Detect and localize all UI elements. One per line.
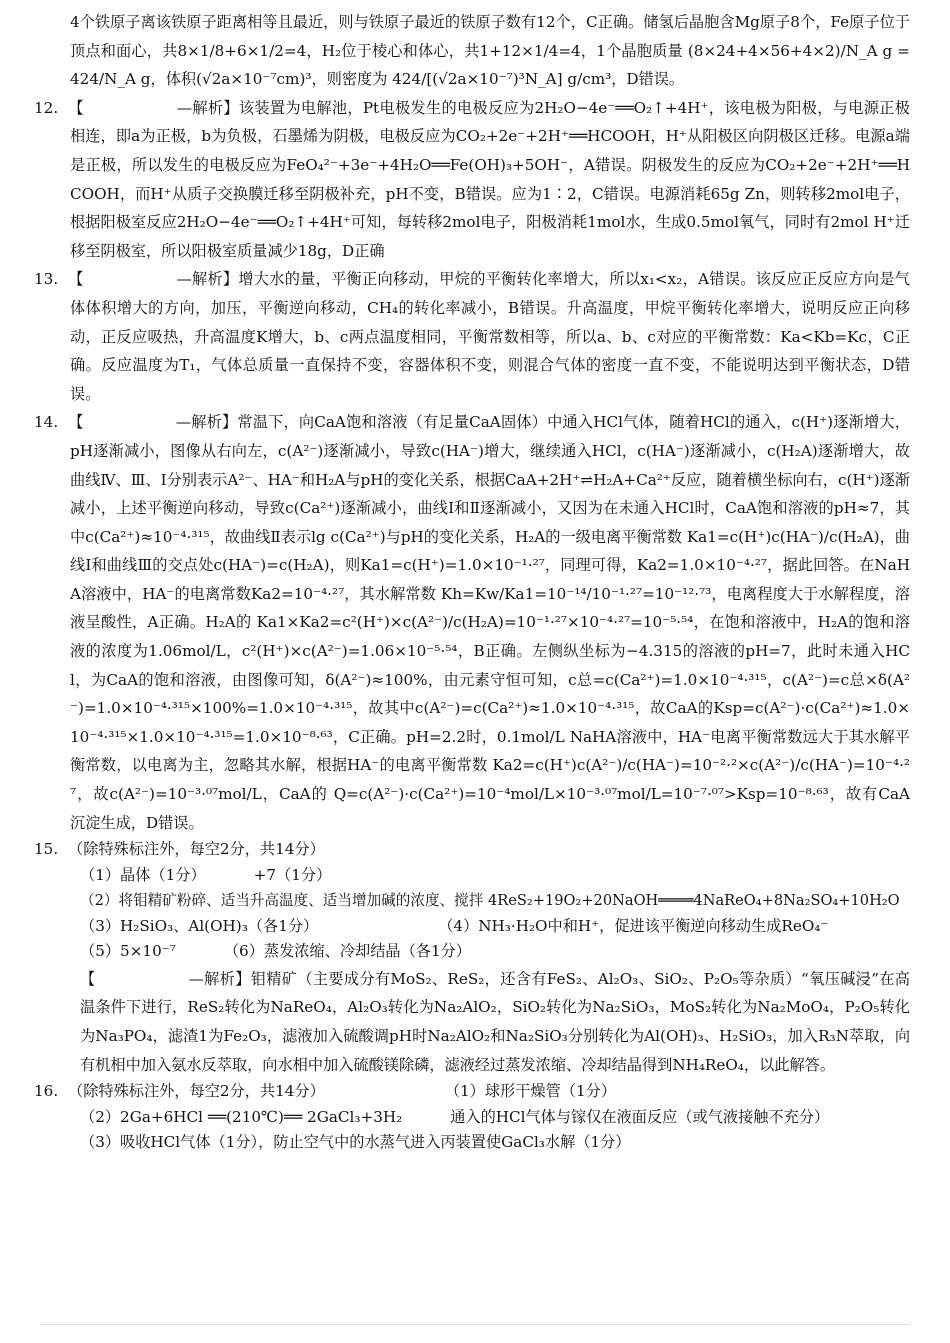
q16-heading xyxy=(34,1079,910,1105)
q14-text: 【 —解析】常温下，向CaA饱和溶液（有足量CaA固体）中通入HCl气体，随着HCl的通入，c(H⁺)逐渐增大，pH逐渐减小，图像从右向左，c(A²⁻)逐渐减小，导致c(HA⁻)增大，继续通入HCl，c(HA⁻)逐渐减小，c(H₂A)逐渐增大，故曲线Ⅳ、Ⅲ、Ⅰ分别表示A²⁻、HA⁻和H₂A与pH的变化关系，根据CaA+2H⁺⇌H₂A+Ca²⁺反应，随着横坐标向右，c(H⁺)逐渐减小，上述平衡逆向移动，导致c(Ca²⁺)逐渐减小，曲线Ⅰ和Ⅱ逐渐减小，又因为在未通入HCl时，CaA饱和溶液的pH≈7，其中c(Ca²⁺)≈10⁻⁴·³¹⁵，故曲线Ⅱ表示lg c(Ca²⁺)与pH的变化关系，H₂A的一级电离平衡常数 Ka1=c(H⁺)c(HA⁻)/c(H₂A)，曲线Ⅰ和曲线Ⅲ的交点处c(HA⁻)=c(H₂A)，则Ka1=c(H⁺)=1.0×10⁻¹·²⁷，同理可得，Ka2=1.0×10⁻⁴·²⁷，据此回答。在NaHA溶液中，HA⁻的电离常数Ka2=10⁻⁴·²⁷，其水解常数 Kh=Kw/Ka1=10⁻¹⁴/10⁻¹·²⁷=10⁻¹²·⁷³，电离程度大于水解程度，溶液呈酸性，A正确。H₂A的 Ka1×Ka2=c²(H⁺)×c(A²⁻)/c(H₂A)=10⁻¹·²⁷×10⁻⁴·²⁷=10⁻⁵·⁵⁴，在饱和溶液中，H₂A的饱和溶液的浓度为1.06mol/L，c²(H⁺)×c(A²⁻)=1.06×10⁻⁵·⁵⁴，B正确。左侧纵坐标为−4.315的溶液的pH=7，此时未通入HCl，为CaA的饱和溶液，由图像可知，δ(A²⁻)≈100%，由元素守恒可知，c总=c(Ca²⁺)=1.0×10⁻⁴·³¹⁵，c(A²⁻)=c总×δ(A²⁻)=1.0×10⁻⁴·³¹⁵×100%=1.0×10⁻⁴·³¹⁵，故其中c(A²⁻)=c(Ca²⁺)≈1.0×10⁻⁴·³¹⁵，故CaA的Ksp=c(A²⁻)·c(Ca²⁺)≈1.0×10⁻⁴·³¹⁵×1.0×10⁻⁴·³¹⁵=1.0×10⁻⁸·⁶³，C正确。pH=2.2时，0.1mol/L NaHA溶液中，HA⁻电离平衡常数远大于其水解平衡常数，以电离为主，忽略其水解，根据HA⁻的电离平衡常数 Ka2=c(H⁺)c(A²⁻)/c(HA⁻)=10⁻²·²×c(A²⁻)/c(HA⁻)=10⁻⁴·²⁷，故c(A²⁻)=10⁻³·⁰⁷mol/L，CaA的 Q=c(A²⁻)·c(Ca²⁺)=10⁻⁴mol/L×10⁻³·⁰⁷mol/L=10⁻⁷·⁰⁷>Ksp=10⁻⁸·⁶³，故有CaA沉淀生成，D错误。 xyxy=(68,413,910,832)
q15-answer-6: （6）蒸发浓缩、冷却结晶（各1分） xyxy=(223,942,471,961)
q11-continuation xyxy=(70,8,910,94)
q15-analysis xyxy=(70,965,910,1079)
q15-analysis-text: 【 —解析】钼精矿（主要成分有MoS₂、ReS₂，还含有FeS₂、Al₂O₃、SiO₂、P₂O₅等杂质）“氧压碱浸”在高温条件下进行，ReS₂转化为NaReO₄，Al₂O₃转化为Na₂AlO₂，SiO₂转化为Na₂SiO₃，MoS₂转化为Na₂MoO₄，P₂O₅转化为Na₃PO₄，滤渣1为Fe₂O₃，滤液加入硫酸调pH时Na₂AlO₂和Na₂SiO₃分别转化为Al(OH)₃、H₂SiO₃，加入R₃N萃取，向有机相中加入氨水反萃取，向水相中加入硫酸镁除磷，滤液经过蒸发浓缩、冷却结晶得到NH₄ReO₄，以此解答。 xyxy=(80,969,910,1074)
q15-answer-5a: （5）5×10⁻⁷ xyxy=(80,942,176,961)
q13-block xyxy=(34,265,910,408)
q12-text: 【 —解析】该装置为电解池，Pt电极发生的电极反应为2H₂O−4e⁻══O₂↑+4H⁺，该电极为阳极，与电源正极相连，即a为正极，b为负极，石墨烯为阴极，电极反应为CO₂+2e⁻+2H⁺══HCOOH，H⁺从阳极区向阴极区迁移。电源a端是正极，所以发生的电极反应为FeO₄²⁻+3e⁻+4H₂O══Fe(OH)₃+5OH⁻，A错误。阴极发生的反应为CO₂+2e⁻+2H⁺══HCOOH，而H⁺从质子交换膜迁移至阴极补充，pH不变，B错误。应为1∶2，C错误。电源消耗65g Zn，则转移2mol电子，根据阳极室反应2H₂O−4e⁻══O₂↑+4H⁺可知，每转移2mol电子，阳极消耗1mol水，生成0.5mol氧气，同时有2mol H⁺迁移至阴极室，所以阳极室质量减少18g，D正确 xyxy=(68,98,910,260)
q14-block xyxy=(34,408,910,837)
q15-answer-3 xyxy=(70,914,910,940)
q15-answer-1b: +7（1分） xyxy=(253,865,332,884)
q15-number: 15. xyxy=(34,840,59,859)
q15-answer-2a: （2）将钼精矿粉碎、适当升高温度、适当增加碱的浓度、搅拌 4ReS₂+19O₂+20NaOH════4NaReO₄+8Na₂SO₄+10H₂O xyxy=(80,892,900,910)
q15-answer-5 xyxy=(70,939,910,965)
q16-answer-3 xyxy=(70,1130,910,1156)
q14-number: 14. xyxy=(34,413,59,432)
q16-answer-2-reason: 通入的HCl气体与镓仅在液面反应（或气液接触不充分） xyxy=(450,1107,830,1126)
q15-answer-1 xyxy=(70,863,910,889)
q15-answer-4: （4）NH₃·H₂O中和H⁺，促进该平衡逆向移动生成ReO₄⁻ xyxy=(438,916,829,935)
q15-scoring-note: （除特殊标注外，每空2分，共14分） xyxy=(68,840,325,859)
q16-answer-2-equation: （2）2Ga+6HCl ══(210℃)══ 2GaCl₃+3H₂ xyxy=(80,1107,403,1126)
page-bottom-divider xyxy=(40,1324,910,1325)
q16-number: 16. xyxy=(34,1082,59,1101)
q16-answer-1: （1）球形干燥管（1分） xyxy=(444,1082,617,1101)
q12-number: 12. xyxy=(34,98,59,117)
q15-answer-1a: （1）晶体（1分） xyxy=(80,865,206,884)
q13-number: 13. xyxy=(34,270,59,289)
q12-block xyxy=(34,94,910,266)
q11-text: 4个铁原子离该铁原子距离相等且最近，则与铁原子最近的铁原子数有12个，C正确。储氢后晶胞含Mg原子8个，Fe原子位于顶点和面心，共8×1/8+6×1/2=4，H₂位于棱心和体心，共1+12×1/4=4，1个晶胞质量 (8×24+4×56+4×2)/N_A g = 424/N_A g，体积(√2a×10⁻⁷cm)³，则密度为 424/[(√2a×10⁻⁷)³N_A] g/cm³，D错误。 xyxy=(70,13,910,89)
q15-answer-2 xyxy=(70,888,910,914)
q16-scoring-note: （除特殊标注外，每空2分，共14分） xyxy=(68,1082,325,1101)
q16-answer-2 xyxy=(70,1105,910,1131)
q15-answer-3a: （3）H₂SiO₃、Al(OH)₃（各1分） xyxy=(80,916,319,935)
q13-text: 【 —解析】增大水的量，平衡正向移动，甲烷的平衡转化率增大，所以x₁<x₂，A错误。该反应正反应方向是气体体积增大的方向，加压，平衡逆向移动，CH₄的转化率减小，B错误。升高温度，甲烷平衡转化率增大，说明反应正向移动，正反应吸热，升高温度K增大，b、c两点温度相同，平衡常数相等，所以a、b、c对应的平衡常数：Ka<Kb=Kc，C正确。反应温度为T₁，气体总质量一直保持不变，容器体积不变，则混合气体的密度一直不变，不能说明达到平衡状态，D错误。 xyxy=(68,270,910,403)
q15-heading xyxy=(34,837,910,863)
q16-answer-3a: （3）吸收HCl气体（1分），防止空气中的水蒸气进入丙装置使GaCl₃水解（1分） xyxy=(80,1133,631,1152)
